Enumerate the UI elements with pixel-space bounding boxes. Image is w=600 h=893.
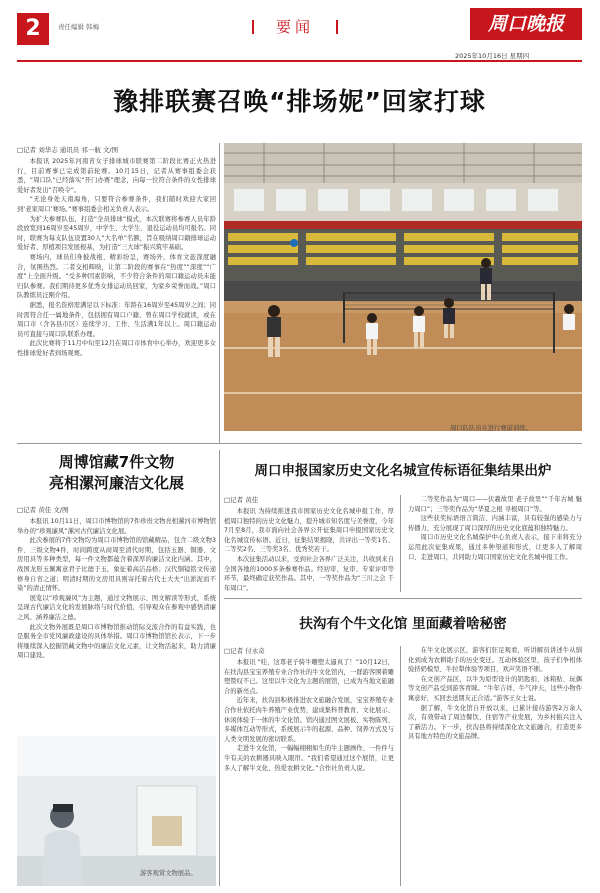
museum-byline: □记者 黄佳 文/图 [17, 506, 69, 514]
volleyball-photo-image [224, 143, 582, 431]
lead-byline: □记者 刘华志 通讯员 祁一航 文/图 [17, 146, 119, 154]
cattle-byline: □记者 付永奇 [224, 647, 265, 655]
cattle-headline: 扶沟有个牛文化馆 里面藏着啥秘密 [299, 616, 507, 632]
newspaper-logo-text: 周口晚报 [487, 13, 564, 35]
cattle-paragraph: 本报讯 “哇，这尊老子骑牛雕塑太逼真了！”10月12日，在扶沟县宝宝养殖专业合作社的牛文化馆内，一群游客围着雕塑赞叹不已。这里以牛文化为主题的展馆，已成为当地文旅融合的新亮点。 [224, 659, 394, 695]
column-divider [400, 646, 401, 886]
lead-paragraph: “无论身处天南海角，只要符合参赛条件，我们随时欢迎大家回到‘老家周口’赛场。”赛事组委会相关负责人表示。 [17, 196, 216, 213]
museum-paragraph: 展览以“珍观廉风”为主题，通过文物展示、图文解读等形式，系统呈现古代廉洁文化的发展脉络与时代价值，引导观众在参观中感悟清廉之风、涵养廉洁之德。 [17, 594, 216, 621]
museum-photo-image [17, 736, 216, 886]
cattle-body-right [408, 646, 582, 886]
museum-body [17, 517, 216, 732]
section-divider-line [17, 443, 582, 444]
lead-paragraph: 据悉，报名资格需满足以下标准：年龄在16周岁至45周岁之间；同时需符合任一属地条件，包括拥有周口户籍、曾在周口学校就读，或在周口市（含各县市区）连续学习、工作、生活满1年以上。周口籍运动员可直接与周口队联系办理。 [17, 301, 216, 338]
section-name: 要闻 [275, 18, 314, 36]
slogan-body-left [224, 507, 394, 592]
cattle-paragraph: 在文创产品区，以牛为原型设计的钥匙扣、冰箱贴、玩偶等文创产品受到游客青睐。“牛年吉祥、牛气冲天，这些小物件寓意好，买回去送朋友正合适。”游客王女士说。 [408, 675, 582, 702]
section-bar [240, 16, 350, 38]
lead-body [17, 157, 216, 440]
slogan-paragraph: 本次征集活动以来，受到社会各界广泛关注，共收到来自全国各地的1000多条参赛作品。经初审、复审、专家评审等环节，最终确定获奖作品。其中，一等奖作品为“三川之会 千年周口”。 [224, 555, 394, 592]
column-divider [219, 450, 220, 886]
museum-paragraph: 本报讯 10月11日，周口市博物馆的7件珍贵文物亮相漯河市博物馆举办的“珍观廉风”漯河古代廉洁文化展。 [17, 518, 216, 535]
lead-paragraph: 此次比赛将于11月中旬至12月在周口市体育中心举办，欢迎更多女性排球爱好者到场观赛。 [17, 340, 216, 357]
slogan-headline: 周口申报国家历史文化名城宣传标语征集结果出炉 [254, 463, 552, 479]
section-divider [252, 20, 254, 34]
newspaper-logo [470, 8, 582, 40]
column-divider [400, 495, 401, 592]
cattle-paragraph: 据了解，牛文化馆自开放以来，已累计接待游客2万余人次，有效带动了周边餐饮、住宿等产业发展，为乡村振兴注入了新活力。下一步，扶沟县将持续深化农文旅融合，打造更多具有地方特色的文旅品牌。 [408, 704, 582, 741]
slogan-body-right [408, 495, 582, 592]
cattle-body-left [224, 658, 394, 886]
slogan-paragraph: 这些获奖标语语言简洁、内涵丰富，具有较强的感染力与传播力，充分展现了周口深厚的历史文化底蕴和独特魅力。 [408, 515, 582, 532]
cattle-paragraph: 近年来，扶沟县积极推进农文旅融合发展，宝宝养殖专业合作社依托肉牛养殖产业优势，建成集科普教育、文化展示、休闲体验于一体的牛文化馆。馆内通过图文展板、实物陈列、多媒体互动等形式，系统展示牛的起源、品种、饲养方式及与人类文明发展的密切联系。 [224, 697, 394, 743]
column-divider [219, 143, 220, 443]
cattle-paragraph: 在牛文化展示区，游客们驻足观看，听讲解员讲述牛从驯化到成为农耕助手的历史变迁。互动体验区里，孩子们争相体验挤奶模型、牛拉犁体验等项目，欢声笑语不断。 [408, 647, 582, 674]
museum-photo [17, 736, 216, 886]
header-rule [17, 60, 582, 62]
section-divider [336, 20, 338, 34]
lead-paragraph: 赛场内，球员们身披战袍、精彩纷呈，赛场外，体育文旅深度融合，氛围热烈。二者交相辉映，让第二阶段的赛事在“热度”“深度”“广度”上全面升级。“受多种因素影响，不少符合条件的周口籍运动员未能归队参赛。我们期待更多优秀女排运动员回家，为家乡荣誉而战。”周口队教练员汪刚介绍。 [17, 253, 216, 300]
editors-credit: 责任编辑 韩梅 [58, 23, 100, 31]
lead-paragraph: 本报讯 2025年河南省女子排球城市联赛第二阶段比赛正火热进行，目前赛事已完成第前轮赛。10月15日，记者从赛事组委会获悉，“周口队”已经落实“开门办赛”理念，向每一位符合条件的女性排球爱好者发出“召唤令”。 [17, 158, 216, 194]
volleyball-photo [224, 143, 582, 431]
slogan-paragraph: 周口市历史文化名城保护中心负责人表示，接下来将充分运用此次征集成果，通过多种渠道和形式，让更多人了解周口、走进周口，共同助力周口国家历史文化名城申报工作。 [408, 534, 582, 561]
museum-photo-caption: 游客观赏文物展品。 [140, 870, 197, 877]
section-divider-line [224, 598, 582, 599]
issue-date: 2025年10月16日 星期四 [455, 52, 530, 60]
page-number: 2 [17, 13, 49, 45]
museum-headline-line: 亮相漯河廉洁文化展 [48, 474, 184, 492]
museum-paragraph: 此次参展的7件文物均为周口市博物馆的馆藏精品，包含二级文物3件、三级文物4件，时间跨度从商周至清代时期，包括玉器、铜器、文房用具等多种类型，每一件文物都蕴含着深厚的廉洁文化内涵。其中，战国龙形玉佩寓意君子比德于玉，象征着高洁品格；汉代铜镜铭文传递修身自省之道；明清时期的文房用具则寄托着古代士大夫“出淤泥而不染”的清正情怀。 [17, 537, 216, 593]
museum-headline [17, 452, 216, 494]
museum-paragraph: 此次文物外展既是周口市博物馆推动馆际交流合作的有益实践，也是服务全市党风廉政建设的具体举措。周口市博物馆馆长表示，下一步将继续深入挖掘馆藏文物中的廉洁文化元素，让文物活起来，助力清廉周口建设。 [17, 623, 216, 660]
cattle-paragraph: 走进牛文化馆，一幅幅栩栩如生的牛主题画作、一件件与牛有关的农耕器具映入眼帘。“我们希望通过这个展馆，让更多人了解牛文化、热爱农耕文化。”合作社负责人说。 [224, 745, 394, 772]
lead-headline: 豫排联赛召唤“排场妮”回家打球 [113, 87, 486, 116]
slogan-byline: □记者 黄佳 [224, 496, 259, 504]
lead-photo-caption: 周口队队员在进行赛前训练。 [450, 425, 532, 432]
slogan-paragraph: 二等奖作品为“周口——伏羲故里 老子故里”“千年古城 魅力周口”；三等奖作品为“华夏之根 寻根周口”等。 [408, 496, 582, 513]
lead-paragraph: 为扩大参赛队伍，打造“全员排球”模式，本次联赛将参赛人员年龄段放宽到16周岁至45周岁，中学生、大学生、退役运动员均可报名。同时，联赛为每支队伍设置30人“大名单”名额，旨在吸纳周口籍排球运动爱好者、厚植项目发展根基，为打造“三大球”振兴筑牢基础。 [17, 215, 216, 252]
slogan-paragraph: 本报讯 为持续推进我市国家历史文化名城申报工作，厚植周口独特的历史文化魅力，提升城市知名度与美誉度，今年7月至8月，我市面向社会各界公开征集周口申报国家历史文化名城宣传标语。近日，征集结果揭晓，共评出一等奖1名、二等奖2名、三等奖3名、优秀奖若干。 [224, 508, 394, 554]
museum-headline-line: 周博馆藏7件文物 [58, 453, 175, 471]
